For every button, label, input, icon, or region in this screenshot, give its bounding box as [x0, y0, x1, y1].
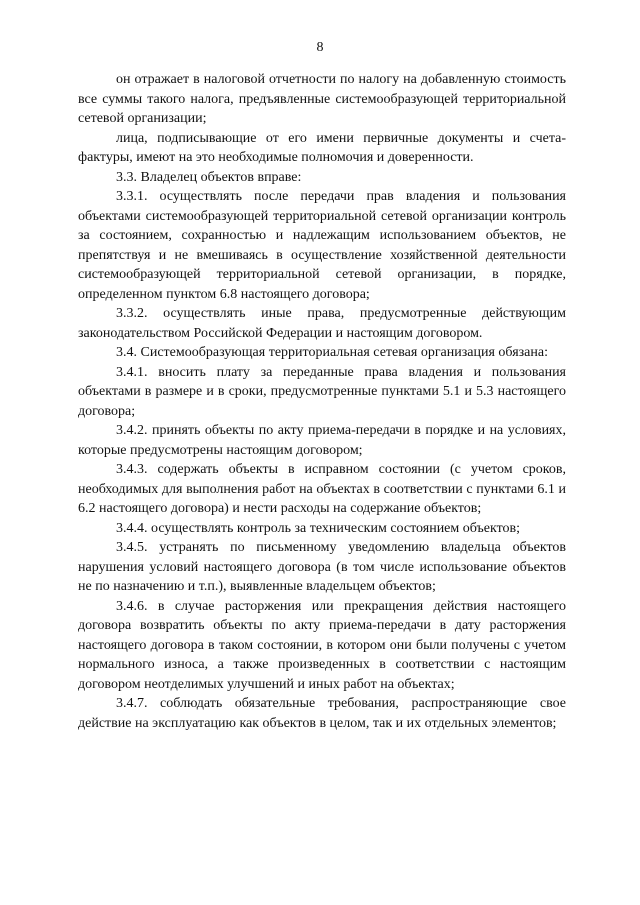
clause-3-4-7: 3.4.7. соблюдать обязательные требования, распространяющие свое действие на эксплуатацию как объектов в целом, так и их отдельных элементов; — [78, 696, 566, 731]
document-body — [78, 70, 566, 733]
clause-3-4-heading: 3.4. Системообразующая территориальная сетевая организация обязана: — [116, 345, 548, 360]
clause-3-4-4: 3.4.4. осуществлять контроль за техническим состоянием объектов; — [116, 520, 521, 536]
clause-3-3-1: 3.3.1. осуществлять после передачи прав владения и пользования объектами системообразующей территориальной сетевой организации контроль за состоянием, сохранностью и надлежащим использованием объектов, не препятствуя и не вмешиваясь в осуществление хозяйственной деятельности системообразующей территориальной сетевой организации, в порядке, определенном пунктом 6.8 настоящего договора; — [78, 189, 566, 302]
clause-3-3-heading: 3.3. Владелец объектов вправе: — [116, 169, 302, 185]
clause-3-4-3: 3.4.3. содержать объекты в исправном состоянии (с учетом сроков, необходимых для выполнения работ на объектах в соответствии с пунктами 6.1 и 6.2 настоящего договора) и нести расходы на содержание объектов; — [78, 462, 566, 516]
paragraph-signatories: лица, подписывающие от его имени первичные документы и счета-фактуры, имеют на это необходимые полномочия и доверенности. — [78, 130, 566, 165]
clause-3-4-1: 3.4.1. вносить плату за переданные права владения и пользования объектами в размере и в сроки, предусмотренные пунктами 5.1 и 5.3 настоящего договора; — [78, 364, 566, 419]
paragraph-vat-reporting: он отражает в налоговой отчетности по налогу на добавленную стоимость все суммы такого налога, предъявленные системообразующей территориальной сетевой организации; — [78, 72, 566, 126]
clause-3-4-2: 3.4.2. принять объекты по акту приема-передачи в порядке и на условиях, которые предусмотрены настоящим договором; — [78, 423, 566, 458]
clause-3-3-2: 3.3.2. осуществлять иные права, предусмотренные действующим законодательством Российской Федерации и настоящим договором. — [78, 306, 566, 341]
clause-3-4-6: 3.4.6. в случае расторжения или прекращения действия настоящего договора возвратить объекты по акту приема-передачи в дату расторжения настоящего договора в таком состоянии, в котором они были получены с учетом нормального износа, а также произведенных в соответствии с настоящим договором неотделимых улучшений и иных работ на объектах; — [78, 598, 566, 692]
page-number: 8 — [316, 40, 324, 55]
clause-3-4-5: 3.4.5. устранять по письменному уведомлению владельца объектов нарушения условий настоящего договора (в том числе использование объектов не по назначению и т.п.), выявленные владельцем объектов; — [78, 540, 566, 594]
